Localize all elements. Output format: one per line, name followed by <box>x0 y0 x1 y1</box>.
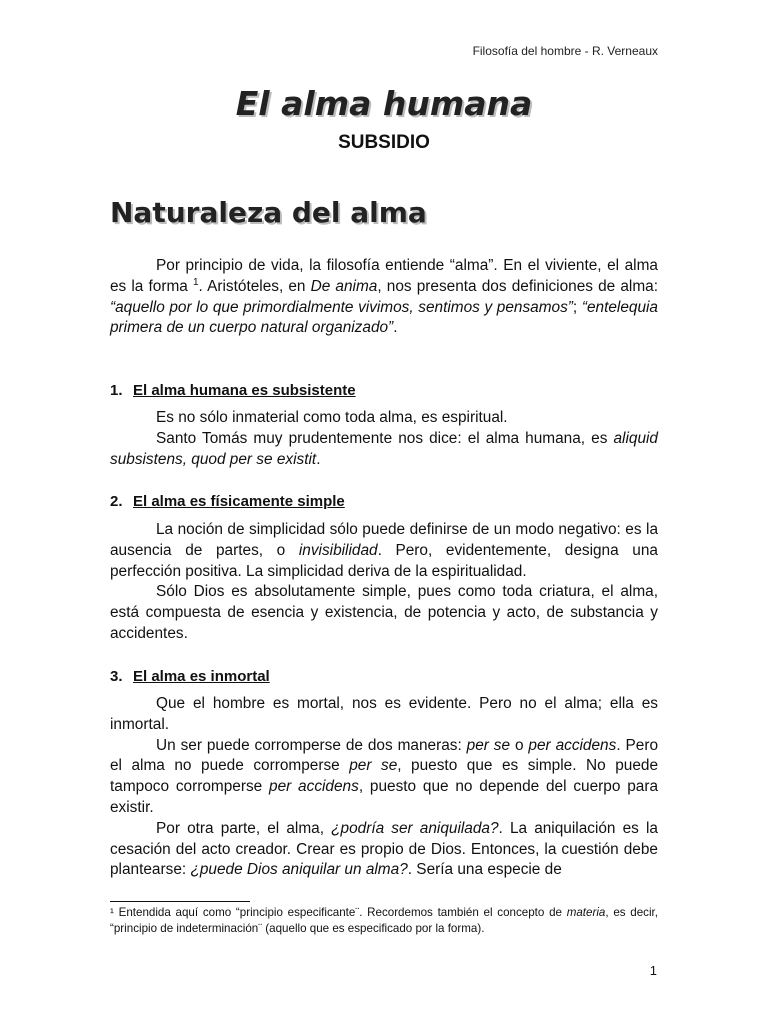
intro-paragraph <box>110 256 658 339</box>
paragraph: Por otra parte, el alma, ¿podría ser aniquilada?. La aniquilación es la cesación del acto creador. Crear es propio de Dios. Entonces, la cuestión debe plantearse: ¿puede Dios aniquilar un alma?. Sería una especie de <box>110 819 658 879</box>
heading-number: 2. <box>110 493 123 510</box>
section-title: Naturaleza del alma <box>110 196 427 229</box>
footnote: ¹ Entendida aquí como “principio especificante¨. Recordemos también el concepto de materia, es decir, “principio de indeterminación¨ (aquello que es especificado por la forma). <box>110 906 658 935</box>
heading-simple <box>110 493 345 510</box>
section-2-body <box>110 520 658 645</box>
heading-subsistente <box>110 382 356 399</box>
heading-label: El alma es inmortal <box>133 668 270 685</box>
heading-number: 3. <box>110 668 123 685</box>
section-3-body <box>110 694 658 881</box>
paragraph: Es no sólo inmaterial como toda alma, es espiritual. <box>156 409 508 426</box>
heading-number: 1. <box>110 382 123 399</box>
heading-label: El alma es físicamente simple <box>133 493 345 510</box>
document-title: El alma humana <box>235 84 533 123</box>
paragraph: Sólo Dios es absolutamente simple, pues como toda criatura, el alma, está compuesta de esencia y existencia, de potencia y acto, de substancia y accidentes. <box>110 583 658 642</box>
page-number: 1 <box>649 963 657 978</box>
footnote-reference[interactable]: 1 <box>192 276 199 288</box>
document-subtitle: SUBSIDIO <box>338 132 430 153</box>
paragraph: Un ser puede corromperse de dos maneras: per se o per accidens. Pero el alma no puede corromperse per se, puesto que es simple. No puede tampoco corromperse per accidens, puesto que no depende del cuerpo para existir. <box>110 736 659 816</box>
running-header: Filosofía del hombre - R. Verneaux <box>472 44 658 58</box>
intro-text: Por principio de vida, la filosofía entiende “alma”. En el viviente, el alma es la forma $^1$. Aristóteles, en De anima, nos presenta dos definiciones de alma: “aquello por lo que primordialmente vivimos, sentimos y pensamos”; “entelequia primera de un cuerpo natural organizado”. <box>110 257 658 337</box>
paragraph: Que el hombre es mortal, nos es evidente. Pero no el alma; ella es inmortal. <box>110 695 658 733</box>
paragraph: Santo Tomás muy prudentemente nos dice: el alma humana, es aliquid subsistens, quod per se existit. <box>110 429 658 468</box>
section-1-body <box>110 408 658 470</box>
footnote-separator <box>110 901 250 902</box>
heading-label: El alma humana es subsistente <box>133 382 356 399</box>
heading-inmortal <box>110 668 270 685</box>
paragraph: La noción de simplicidad sólo puede definirse de un modo negativo: es la ausencia de partes, o invisibilidad. Pero, evidentemente, designa una perfección positiva. La simplicidad deriva de la espiritualidad. <box>110 521 658 580</box>
